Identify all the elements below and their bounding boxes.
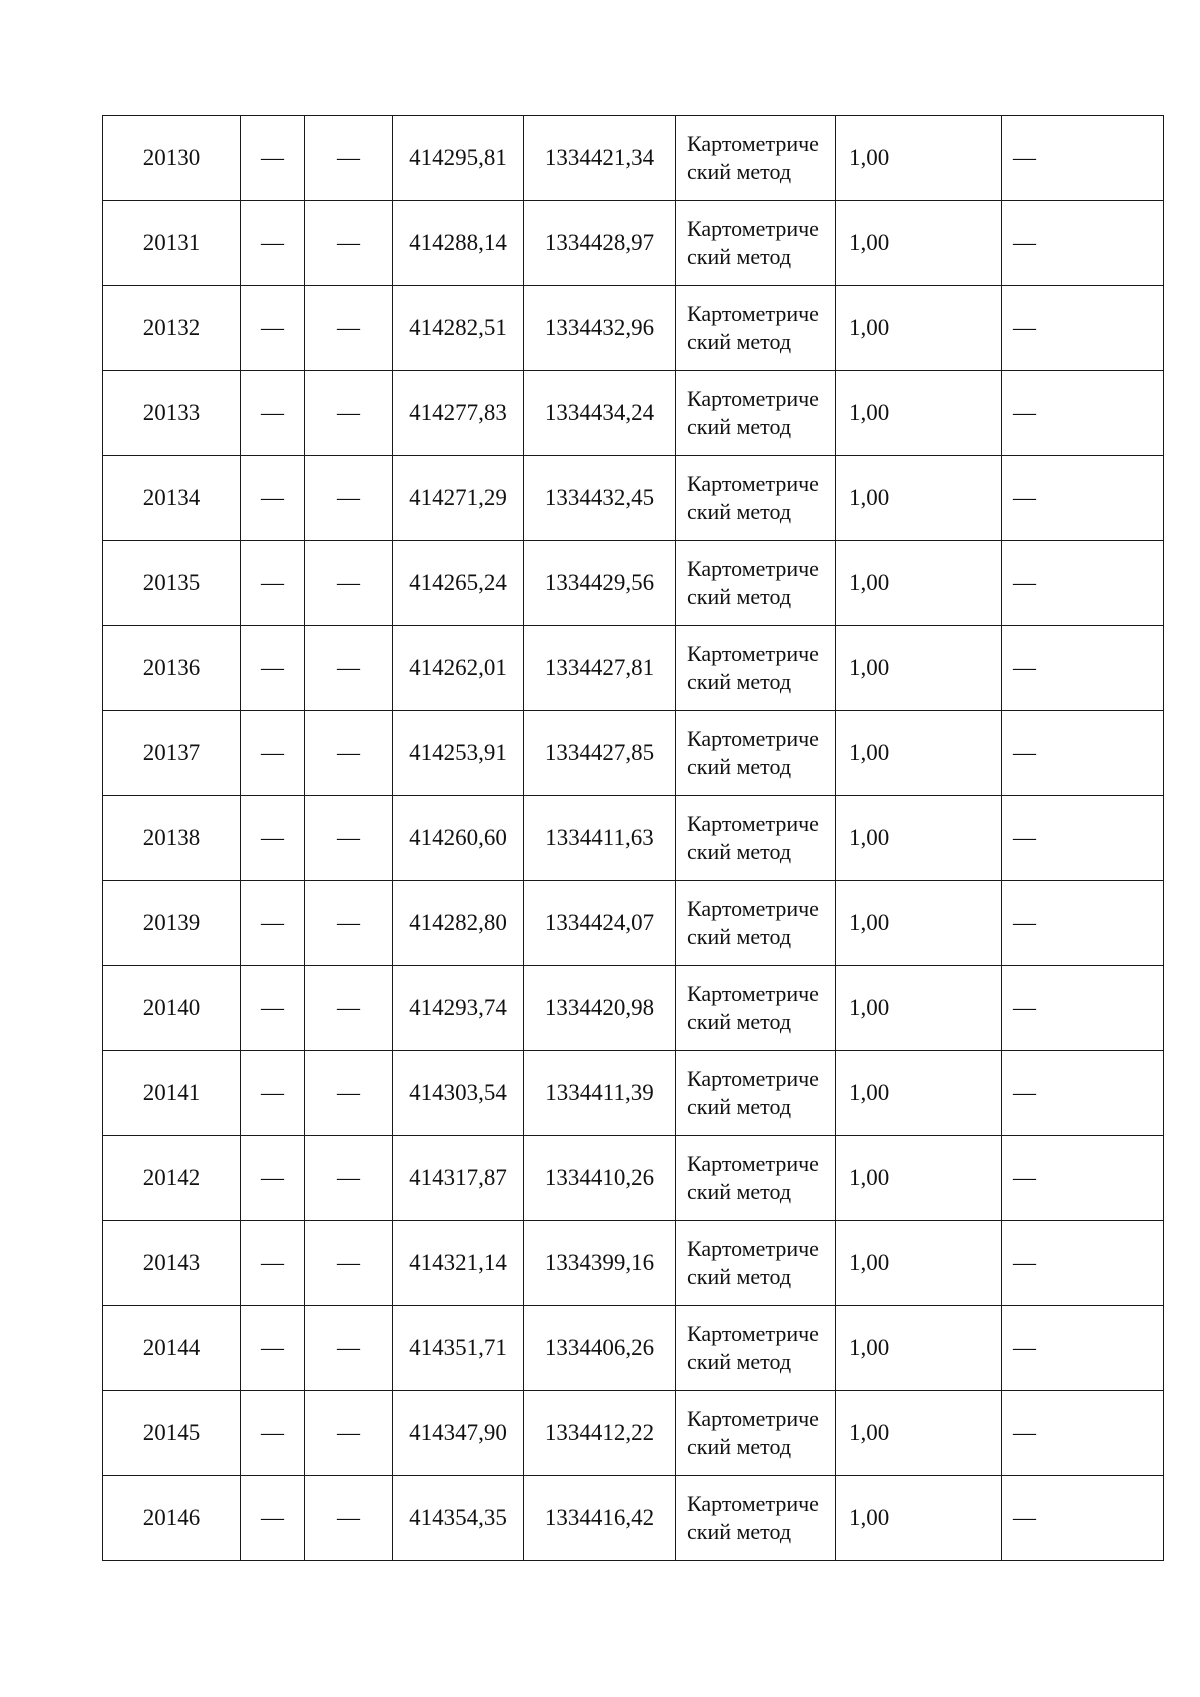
point-number-cell: 20139	[103, 881, 241, 966]
empty-dash-cell: —	[305, 116, 393, 201]
empty-dash-cell: —	[305, 1136, 393, 1221]
x-coordinate-cell: 414295,81	[393, 116, 524, 201]
y-coordinate-cell: 1334411,63	[524, 796, 676, 881]
empty-dash-cell: —	[241, 881, 305, 966]
x-coordinate-cell: 414262,01	[393, 626, 524, 711]
empty-dash-cell: —	[305, 1476, 393, 1561]
x-coordinate-cell: 414354,35	[393, 1476, 524, 1561]
accuracy-cell: 1,00	[836, 1221, 1002, 1306]
method-cell	[676, 201, 836, 286]
method-cell	[676, 286, 836, 371]
method-text: Картометрический метод	[687, 726, 819, 779]
empty-dash-cell: —	[305, 371, 393, 456]
method-cell	[676, 1136, 836, 1221]
method-text: Картометрический метод	[687, 811, 819, 864]
empty-dash-cell: —	[241, 286, 305, 371]
point-number-cell: 20143	[103, 1221, 241, 1306]
method-text: Картометрический метод	[687, 301, 819, 354]
x-coordinate-cell: 414271,29	[393, 456, 524, 541]
point-number-cell: 20138	[103, 796, 241, 881]
point-number-cell: 20130	[103, 116, 241, 201]
note-cell: —	[1002, 541, 1164, 626]
empty-dash-cell: —	[241, 456, 305, 541]
x-coordinate-cell: 414260,60	[393, 796, 524, 881]
y-coordinate-cell: 1334420,98	[524, 966, 676, 1051]
y-coordinate-cell: 1334411,39	[524, 1051, 676, 1136]
table-row	[103, 626, 1164, 711]
table-row	[103, 796, 1164, 881]
table-row	[103, 1221, 1164, 1306]
method-cell	[676, 626, 836, 711]
table-row	[103, 456, 1164, 541]
empty-dash-cell: —	[241, 201, 305, 286]
y-coordinate-cell: 1334416,42	[524, 1476, 676, 1561]
x-coordinate-cell: 414265,24	[393, 541, 524, 626]
accuracy-cell: 1,00	[836, 1306, 1002, 1391]
point-number-cell: 20136	[103, 626, 241, 711]
accuracy-cell: 1,00	[836, 881, 1002, 966]
table-row	[103, 371, 1164, 456]
empty-dash-cell: —	[305, 456, 393, 541]
note-cell: —	[1002, 626, 1164, 711]
note-cell: —	[1002, 1136, 1164, 1221]
y-coordinate-cell: 1334399,16	[524, 1221, 676, 1306]
y-coordinate-cell: 1334427,85	[524, 711, 676, 796]
empty-dash-cell: —	[241, 966, 305, 1051]
accuracy-cell: 1,00	[836, 711, 1002, 796]
empty-dash-cell: —	[305, 1051, 393, 1136]
empty-dash-cell: —	[241, 1051, 305, 1136]
y-coordinate-cell: 1334412,22	[524, 1391, 676, 1476]
point-number-cell: 20140	[103, 966, 241, 1051]
table-body	[103, 116, 1164, 1561]
method-cell	[676, 966, 836, 1051]
method-cell	[676, 796, 836, 881]
method-text: Картометрический метод	[687, 1236, 819, 1289]
empty-dash-cell: —	[241, 1476, 305, 1561]
y-coordinate-cell: 1334432,96	[524, 286, 676, 371]
y-coordinate-cell: 1334424,07	[524, 881, 676, 966]
point-number-cell: 20137	[103, 711, 241, 796]
y-coordinate-cell: 1334429,56	[524, 541, 676, 626]
empty-dash-cell: —	[305, 1391, 393, 1476]
note-cell: —	[1002, 1221, 1164, 1306]
empty-dash-cell: —	[241, 371, 305, 456]
x-coordinate-cell: 414351,71	[393, 1306, 524, 1391]
accuracy-cell: 1,00	[836, 796, 1002, 881]
method-cell	[676, 456, 836, 541]
table-row	[103, 966, 1164, 1051]
method-text: Картометрический метод	[687, 1321, 819, 1374]
empty-dash-cell: —	[241, 1136, 305, 1221]
empty-dash-cell: —	[241, 1221, 305, 1306]
x-coordinate-cell: 414321,14	[393, 1221, 524, 1306]
method-cell	[676, 1051, 836, 1136]
method-text: Картометрический метод	[687, 131, 819, 184]
x-coordinate-cell: 414317,87	[393, 1136, 524, 1221]
x-coordinate-cell: 414347,90	[393, 1391, 524, 1476]
method-cell	[676, 1221, 836, 1306]
empty-dash-cell: —	[241, 541, 305, 626]
point-number-cell: 20144	[103, 1306, 241, 1391]
method-text: Картометрический метод	[687, 641, 819, 694]
method-cell	[676, 881, 836, 966]
empty-dash-cell: —	[241, 626, 305, 711]
y-coordinate-cell: 1334434,24	[524, 371, 676, 456]
method-text: Картометрический метод	[687, 216, 819, 269]
accuracy-cell: 1,00	[836, 966, 1002, 1051]
method-cell	[676, 1391, 836, 1476]
empty-dash-cell: —	[241, 1306, 305, 1391]
method-text: Картометрический метод	[687, 981, 819, 1034]
empty-dash-cell: —	[305, 711, 393, 796]
point-number-cell: 20133	[103, 371, 241, 456]
accuracy-cell: 1,00	[836, 201, 1002, 286]
point-number-cell: 20132	[103, 286, 241, 371]
method-cell	[676, 116, 836, 201]
accuracy-cell: 1,00	[836, 541, 1002, 626]
note-cell: —	[1002, 201, 1164, 286]
x-coordinate-cell: 414253,91	[393, 711, 524, 796]
y-coordinate-cell: 1334432,45	[524, 456, 676, 541]
point-number-cell: 20146	[103, 1476, 241, 1561]
note-cell: —	[1002, 881, 1164, 966]
method-cell	[676, 541, 836, 626]
y-coordinate-cell: 1334427,81	[524, 626, 676, 711]
empty-dash-cell: —	[305, 1221, 393, 1306]
method-cell	[676, 711, 836, 796]
empty-dash-cell: —	[305, 881, 393, 966]
empty-dash-cell: —	[241, 116, 305, 201]
table-row	[103, 881, 1164, 966]
table-row	[103, 1391, 1164, 1476]
note-cell: —	[1002, 1476, 1164, 1561]
table-row	[103, 1051, 1164, 1136]
y-coordinate-cell: 1334421,34	[524, 116, 676, 201]
point-number-cell: 20134	[103, 456, 241, 541]
table-row	[103, 1476, 1164, 1561]
empty-dash-cell: —	[241, 711, 305, 796]
table-row	[103, 116, 1164, 201]
empty-dash-cell: —	[305, 966, 393, 1051]
y-coordinate-cell: 1334428,97	[524, 201, 676, 286]
note-cell: —	[1002, 711, 1164, 796]
note-cell: —	[1002, 1391, 1164, 1476]
table-row	[103, 1136, 1164, 1221]
note-cell: —	[1002, 286, 1164, 371]
note-cell: —	[1002, 456, 1164, 541]
accuracy-cell: 1,00	[836, 1136, 1002, 1221]
y-coordinate-cell: 1334410,26	[524, 1136, 676, 1221]
empty-dash-cell: —	[305, 201, 393, 286]
method-cell	[676, 1476, 836, 1561]
method-text: Картометрический метод	[687, 1491, 819, 1544]
method-text: Картометрический метод	[687, 1151, 819, 1204]
accuracy-cell: 1,00	[836, 626, 1002, 711]
method-text: Картометрический метод	[687, 556, 819, 609]
y-coordinate-cell: 1334406,26	[524, 1306, 676, 1391]
empty-dash-cell: —	[305, 286, 393, 371]
accuracy-cell: 1,00	[836, 286, 1002, 371]
method-text: Картометрический метод	[687, 1406, 819, 1459]
note-cell: —	[1002, 1306, 1164, 1391]
coordinates-table	[102, 115, 1164, 1561]
table-row	[103, 201, 1164, 286]
note-cell: —	[1002, 1051, 1164, 1136]
method-text: Картометрический метод	[687, 1066, 819, 1119]
method-text: Картометрический метод	[687, 386, 819, 439]
x-coordinate-cell: 414277,83	[393, 371, 524, 456]
method-cell	[676, 1306, 836, 1391]
point-number-cell: 20131	[103, 201, 241, 286]
accuracy-cell: 1,00	[836, 371, 1002, 456]
empty-dash-cell: —	[305, 541, 393, 626]
note-cell: —	[1002, 796, 1164, 881]
table-row	[103, 286, 1164, 371]
empty-dash-cell: —	[305, 626, 393, 711]
accuracy-cell: 1,00	[836, 1476, 1002, 1561]
accuracy-cell: 1,00	[836, 1391, 1002, 1476]
point-number-cell: 20142	[103, 1136, 241, 1221]
empty-dash-cell: —	[241, 1391, 305, 1476]
point-number-cell: 20135	[103, 541, 241, 626]
x-coordinate-cell: 414288,14	[393, 201, 524, 286]
x-coordinate-cell: 414303,54	[393, 1051, 524, 1136]
note-cell: —	[1002, 371, 1164, 456]
table-row	[103, 1306, 1164, 1391]
method-text: Картометрический метод	[687, 471, 819, 524]
accuracy-cell: 1,00	[836, 456, 1002, 541]
method-text: Картометрический метод	[687, 896, 819, 949]
empty-dash-cell: —	[241, 796, 305, 881]
method-cell	[676, 371, 836, 456]
table-row	[103, 711, 1164, 796]
x-coordinate-cell: 414282,80	[393, 881, 524, 966]
point-number-cell: 20145	[103, 1391, 241, 1476]
x-coordinate-cell: 414293,74	[393, 966, 524, 1051]
table-row	[103, 541, 1164, 626]
empty-dash-cell: —	[305, 1306, 393, 1391]
accuracy-cell: 1,00	[836, 116, 1002, 201]
empty-dash-cell: —	[305, 796, 393, 881]
note-cell: —	[1002, 116, 1164, 201]
note-cell: —	[1002, 966, 1164, 1051]
accuracy-cell: 1,00	[836, 1051, 1002, 1136]
x-coordinate-cell: 414282,51	[393, 286, 524, 371]
point-number-cell: 20141	[103, 1051, 241, 1136]
